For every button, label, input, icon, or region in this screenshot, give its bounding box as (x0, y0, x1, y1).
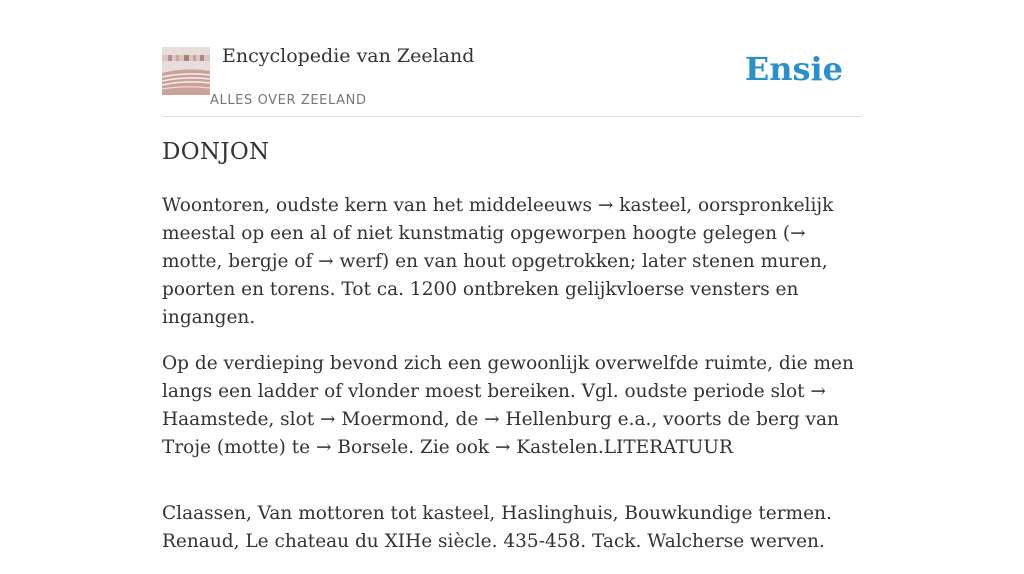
entry-body (162, 192, 862, 574)
literature-references: Claassen, Van mottoren tot kasteel, Haslinghuis, Bouwkundige termen. Renaud, Le chateau du XIHe siècle. 435-458. Tack. Walcherse werven. (162, 503, 832, 552)
entry-headword: DONJON (162, 139, 270, 165)
ensie-logo-link[interactable]: Ensie (744, 50, 843, 88)
entry-paragraph: Op de verdieping bevond zich een gewoonlijk overwelfde ruimte, die men langs een ladder of vlonder moest bereiken. Vgl. oudste periode slot → Haamstede, slot → Moermond, de → Hellenburg e.a., voorts de berg van Troje (motte) te → Borsele. Zie ook → Kastelen.LITERATUUR (162, 353, 854, 458)
entry-paragraph: Woontoren, oudste kern van het middeleeuws → kasteel, oorspronkelijk meestal op een al of niet kunstmatig opgeworpen hoogte gelegen (→ motte, bergje of → werf) en van hout opgetrokken; later stenen muren, poorten en torens. Tot ca. 1200 ontbreken gelijkvloerse vensters en ingangen. (162, 195, 834, 328)
book-pages-logo-icon[interactable] (162, 47, 210, 95)
page (162, 0, 862, 552)
site-header (162, 40, 862, 117)
site-subtitle: ALLES OVER ZEELAND (210, 93, 367, 108)
site-title[interactable]: Encyclopedie van Zeeland (222, 45, 475, 67)
